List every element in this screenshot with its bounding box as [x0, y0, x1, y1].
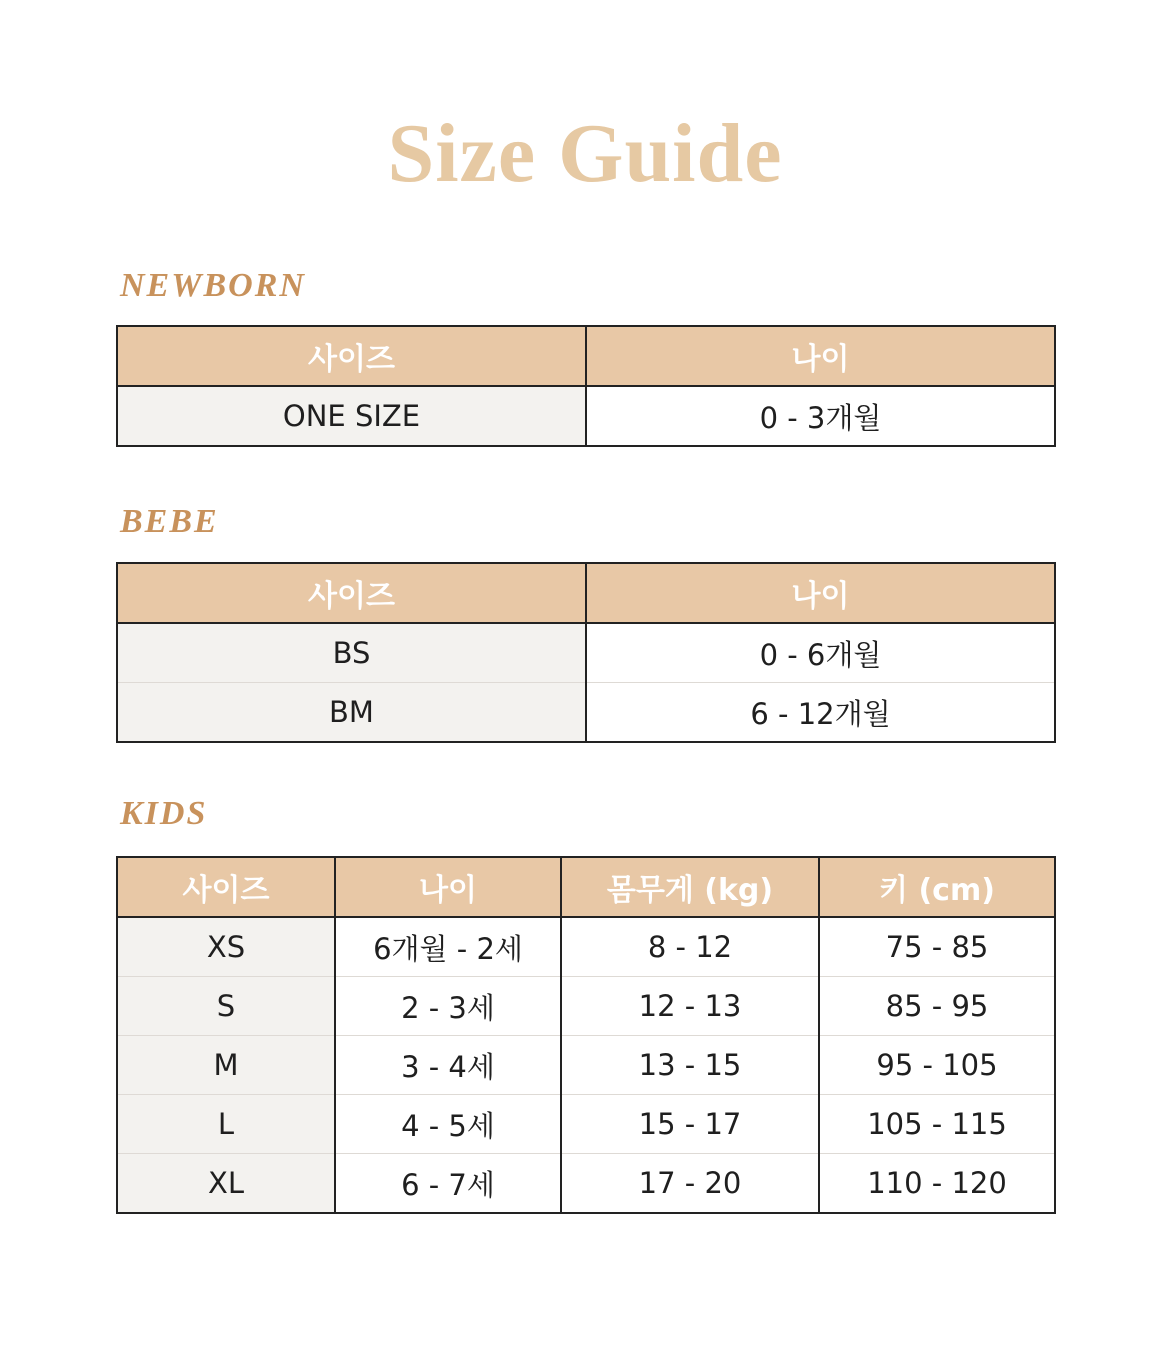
age-cell: 0 - 3개월: [586, 386, 1055, 446]
weight-cell: 8 - 12: [561, 917, 819, 977]
table-header-row: [117, 857, 1055, 917]
size-cell: BM: [117, 683, 586, 743]
weight-cell: 12 - 13: [561, 977, 819, 1036]
size-cell: M: [117, 1036, 335, 1095]
column-header-age: 나이: [586, 326, 1055, 386]
table-row: [117, 977, 1055, 1036]
size-cell: L: [117, 1095, 335, 1154]
table-row: [117, 386, 1055, 446]
table-header-row: [117, 326, 1055, 386]
weight-cell: 15 - 17: [561, 1095, 819, 1154]
column-header-age: 나이: [335, 857, 561, 917]
weight-cell: 17 - 20: [561, 1154, 819, 1214]
page-title: Size Guide: [387, 107, 783, 200]
weight-cell: 13 - 15: [561, 1036, 819, 1095]
section-heading-kids: KIDS: [120, 795, 208, 832]
column-header-size: 사이즈: [117, 326, 586, 386]
column-header-height: 키 (cm): [819, 857, 1055, 917]
height-cell: 75 - 85: [819, 917, 1055, 977]
column-header-weight: 몸무게 (kg): [561, 857, 819, 917]
height-cell: 85 - 95: [819, 977, 1055, 1036]
table-header-row: [117, 563, 1055, 623]
age-cell: 2 - 3세: [335, 977, 561, 1036]
size-cell: S: [117, 977, 335, 1036]
age-cell: 6 - 7세: [335, 1154, 561, 1214]
table-row: [117, 917, 1055, 977]
section-heading-bebe: BEBE: [120, 503, 219, 540]
age-cell: 4 - 5세: [335, 1095, 561, 1154]
age-cell: 6개월 - 2세: [335, 917, 561, 977]
newborn-size-table: [116, 325, 1056, 447]
size-cell: ONE SIZE: [117, 386, 586, 446]
size-cell: BS: [117, 623, 586, 683]
age-cell: 3 - 4세: [335, 1036, 561, 1095]
column-header-size: 사이즈: [117, 857, 335, 917]
size-cell: XS: [117, 917, 335, 977]
table-row: [117, 683, 1055, 743]
table-row: [117, 1095, 1055, 1154]
table-row: [117, 623, 1055, 683]
bebe-size-table: [116, 562, 1056, 743]
table-row: [117, 1036, 1055, 1095]
section-heading-newborn: NEWBORN: [120, 267, 306, 304]
column-header-size: 사이즈: [117, 563, 586, 623]
size-cell: XL: [117, 1154, 335, 1214]
table-row: [117, 1154, 1055, 1214]
height-cell: 105 - 115: [819, 1095, 1055, 1154]
age-cell: 0 - 6개월: [586, 623, 1055, 683]
age-cell: 6 - 12개월: [586, 683, 1055, 743]
kids-size-table: [116, 856, 1056, 1214]
height-cell: 110 - 120: [819, 1154, 1055, 1214]
column-header-age: 나이: [586, 563, 1055, 623]
height-cell: 95 - 105: [819, 1036, 1055, 1095]
